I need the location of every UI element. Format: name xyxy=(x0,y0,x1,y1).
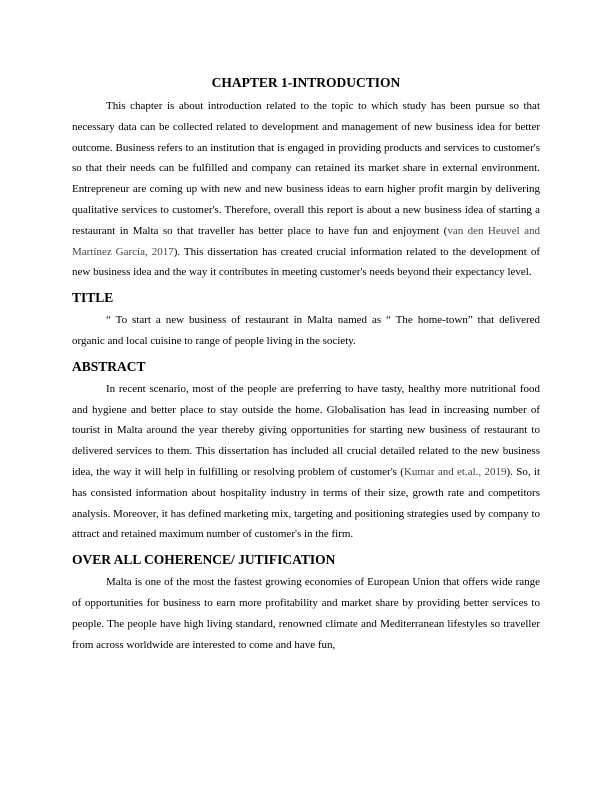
title-heading: TITLE xyxy=(72,290,114,306)
intro-citation: van den Heuvel and Martínez García, 2017 xyxy=(72,224,540,258)
intro-text-part-1: This chapter is about introduction related to the topic to which study has been pursue so that necessary data can be collected related to development and management of new business idea for better outcome. Business refers to an institution that is engaged in providing products and services to customer's so that their needs can be fulfilled and company can retained its market share in external environment. Entrepreneur are coming up with new and new business ideas to earn higher profit margin by delivering qualitative services to customer's. Therefore, overall this report is about a new business idea of starting a restaurant in Malta so that traveller has better place to have fun and enjoyment ( xyxy=(72,100,540,237)
abstract-heading: ABSTRACT xyxy=(72,358,146,374)
abstract-text-part-2: ). So, it has consisted information about hospitality industry in terms of their size, growth rate and competitors analysis. Moreover, it has defined marketing mix, targeting and positioning strategies used by company to attract and retained maximum number of customer's in the firm. xyxy=(72,465,540,541)
abstract-citation: Kumar and et.al., 2019 xyxy=(403,465,507,478)
intro-paragraph xyxy=(72,96,540,283)
abstract-text-part-1: In recent scenario, most of the people are preferring to have tasty, healthy more nutritional food and hygiene and better place to stay outside the home. Globalisation has lead in increasing number of tourist in Malta around the year thereby giving opportunities for starting new business of restaurant to delivered services to them. This dissertation has included all crucial detailed related to the new business idea, the way it will help in fulfilling or resolving problem of customer's ( xyxy=(72,382,540,478)
abstract-paragraph xyxy=(72,379,540,545)
intro-text-part-2: ). This dissertation has created crucial information related to the development of new business idea and the way it contributes in meeting customer's needs beyond their expectancy level. xyxy=(72,245,540,279)
coherence-heading: OVER ALL COHERENCE/ JUTIFICATION xyxy=(72,552,336,568)
coherence-paragraph: Malta is one of the most the fastest growing economies of European Union that offers wide range of opportunities for business to earn more profitability and market share by providing better services to people. The people have high living standard, renowned climate and Mediterranean lifestyles so traveller from across worldwide are interested to come and have fun, xyxy=(72,576,540,651)
title-paragraph: “ To start a new business of restaurant in Malta named as “ The home-town” that delivered organic and local cuisine to range of people living in the society. xyxy=(72,314,540,347)
chapter-title: CHAPTER 1-INTRODUCTION xyxy=(211,75,401,90)
page-content xyxy=(72,74,540,655)
